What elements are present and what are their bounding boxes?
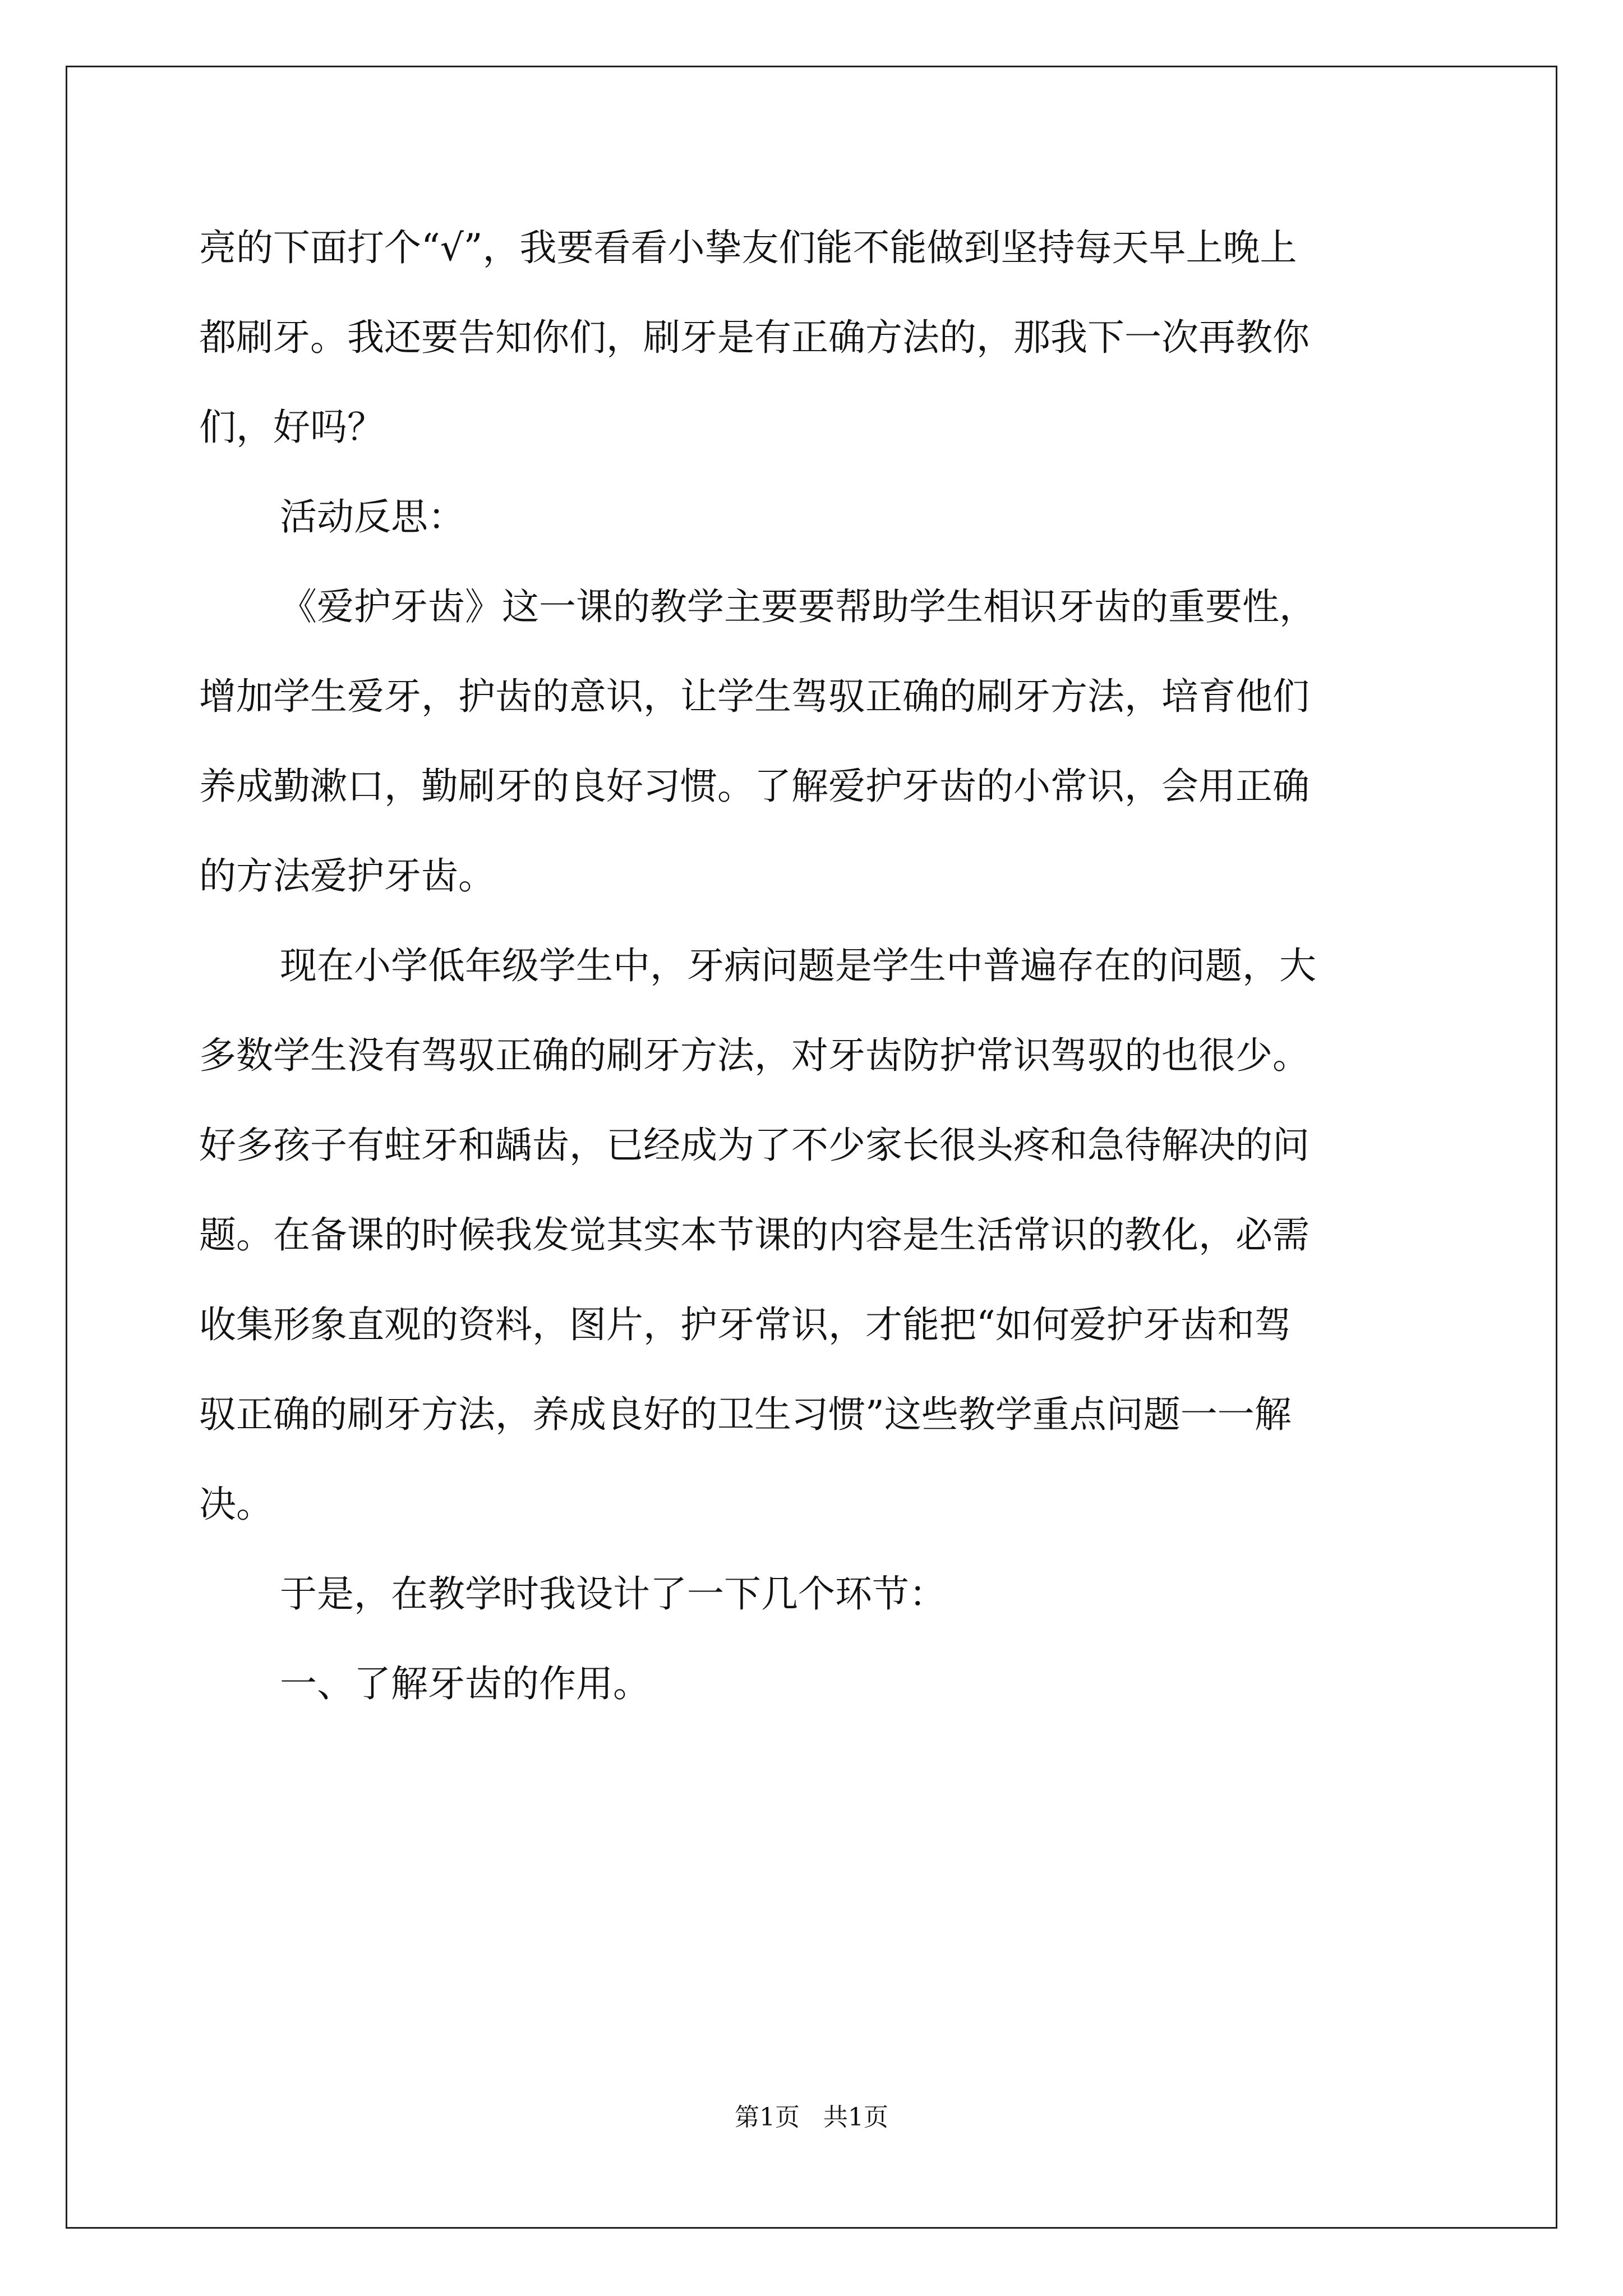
text-line: 好多孩子有蛀牙和龋齿，已经成为了不少家长很头疼和急待解决的问 [199,1124,1310,1167]
page-footer: 第1页 共1页 [735,2103,888,2132]
text-line: 亮的下面打个“√”，我要看看小挚友们能不能做到坚持每天早上晚上 [199,226,1297,269]
text-line: 们，好吗？ [199,406,384,449]
text-line: 的方法爱护牙齿。 [199,854,495,898]
text-line: 决。 [199,1483,273,1526]
text-line: 养成勤漱口，勤刷牙的良好习惯。了解爱护牙齿的小常识，会用正确 [199,765,1310,808]
body-text [199,203,1427,1729]
text-line: 收集形象直观的资料，图片，护牙常识，才能把“如何爱护牙齿和驾 [199,1303,1292,1346]
text-line: 都刷牙。我还要告知你们，刷牙是有正确方法的，那我下一次再教你 [199,316,1310,359]
text-line: 驭正确的刷牙方法，养成良好的卫生习惯”这些教学重点问题一一解 [199,1393,1292,1436]
text-line: 于是，在教学时我设计了一下几个环节： [280,1572,946,1616]
text-line: 多数学生没有驾驭正确的刷牙方法，对牙齿防护常识驾驭的也很少。 [199,1034,1310,1077]
text-line: 增加学生爱牙，护齿的意识，让学生驾驭正确的刷牙方法，培育他们 [199,675,1310,718]
document-body [199,203,1427,1729]
text-line: 题。在备课的时候我发觉其实本节课的内容是生活常识的教化，必需 [199,1213,1310,1257]
text-line: 一、了解牙齿的作用。 [280,1662,650,1705]
text-line: 现在小学低年级学生中，牙病问题是学生中普遍存在的问题，大 [280,944,1316,987]
text-line: 《爱护牙齿》这一课的教学主要要帮助学生相识牙齿的重要性， [280,585,1316,628]
text-line: 活动反思： [280,495,465,539]
